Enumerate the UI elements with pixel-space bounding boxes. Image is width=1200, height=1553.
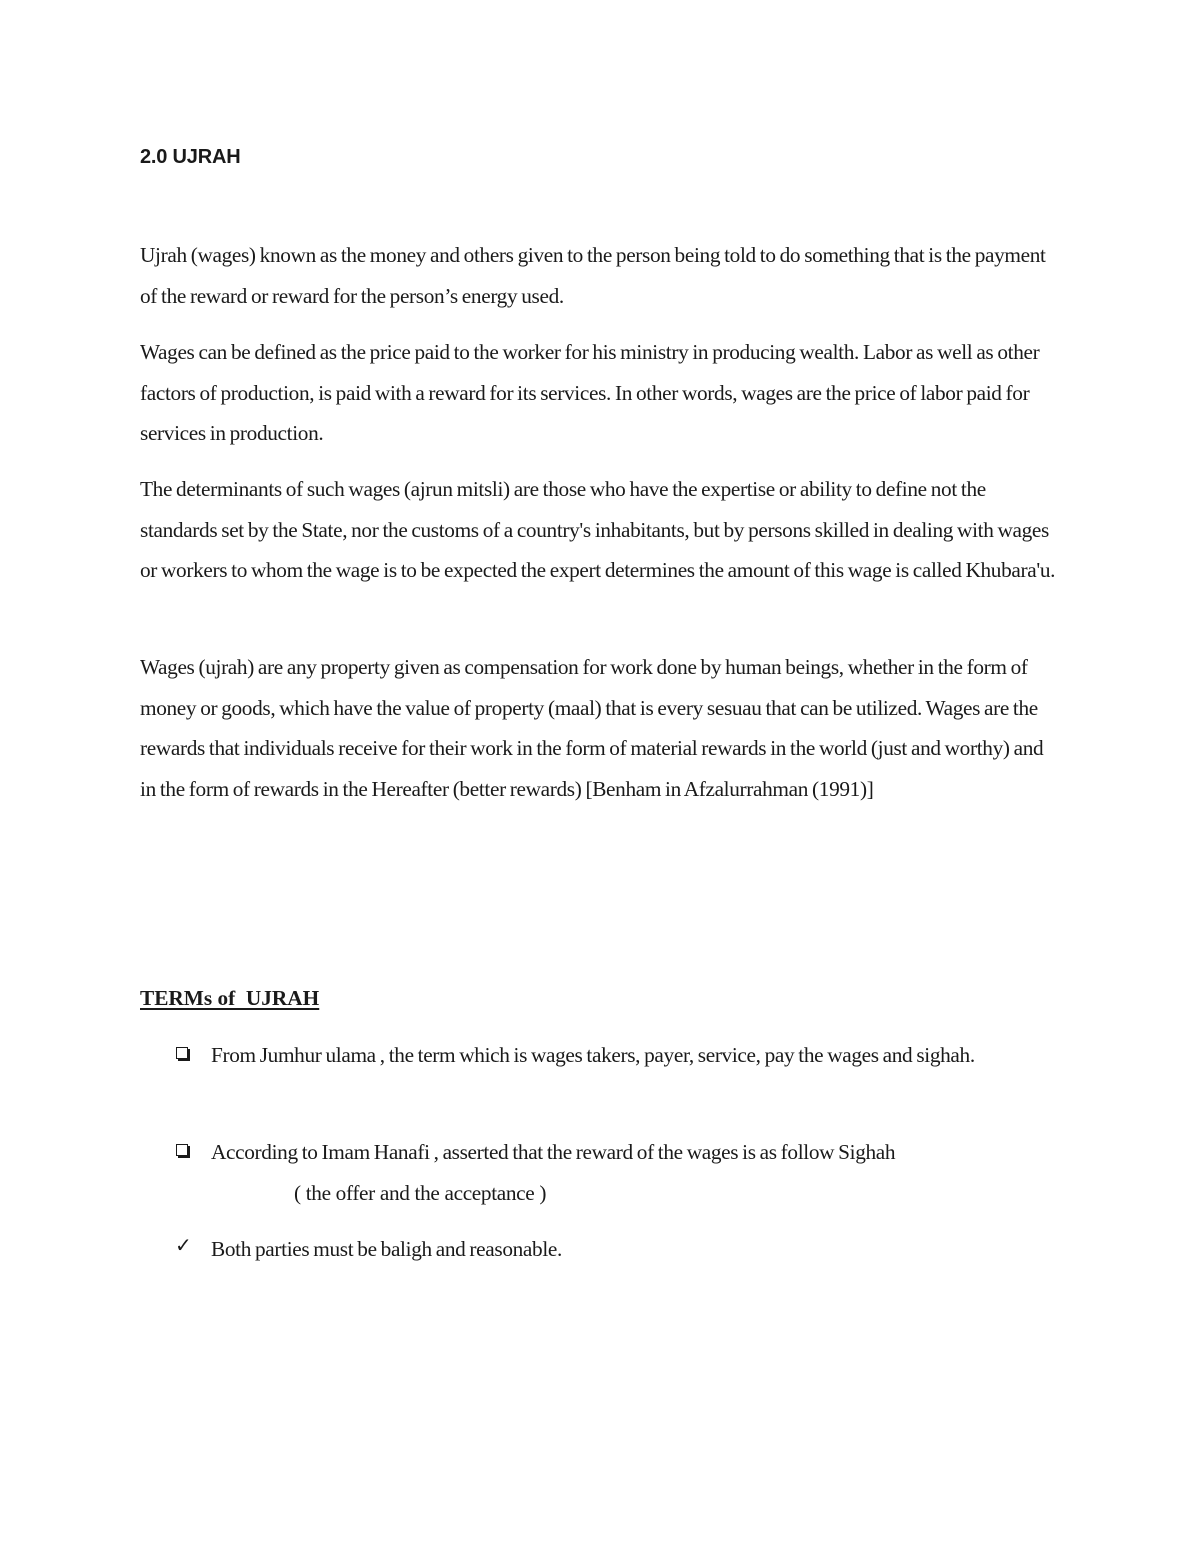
paragraph-ujrah-definition: Ujrah (wages) known as the money and others given to the person being told to do something that is the payment of the reward or reward for the person’s energy used. [140,243,1046,308]
list-item-text: Both parties must be baligh and reasonable. [211,1237,562,1261]
checkbox-icon [176,1144,188,1156]
paragraph-wage-determinants: The determinants of such wages (ajrun mitsli) are those who have the expertise or ability to define not the standards set by the State, nor the customs of a country's inhabitants, but by persons skilled in dealing with wages or workers to whom the wage is to be expected the expert determines the amount of this wage is called Khubara'u. [140,477,1056,582]
paragraph-wages-property: Wages (ujrah) are any property given as compensation for work done by human beings, whether in the form of money or goods, which have the value of property (maal) that is every sesuau that can be utilized. Wages are the rewards that individuals receive for their work in the form of material rewards in the world (just and worthy) and in the form of rewards in the Hereafter (better rewards) [Benham in Afzalurrahman (1991)] [140,655,1044,801]
terms-subheading: TERMs of UJRAH [140,986,320,1010]
list-item-text: From Jumhur ulama , the term which is wages takers, payer, service, pay the wages and sighah. [211,1043,975,1067]
checkbox-icon [176,1047,188,1059]
list-item-text: According to Imam Hanafi , asserted that the reward of the wages is as follow Sighah [211,1140,896,1164]
list-item-continuation: ( the offer and the acceptance ) [294,1180,547,1205]
paragraph-wages-definition: Wages can be defined as the price paid to the worker for his ministry in producing wealth. Labor as well as other factors of production, is paid with a reward for its services. In other words, wages are the price of labor paid for services in production. [140,340,1040,445]
section-heading: 2.0 UJRAH [140,146,241,168]
checkmark-icon: ✓ [175,1233,192,1257]
